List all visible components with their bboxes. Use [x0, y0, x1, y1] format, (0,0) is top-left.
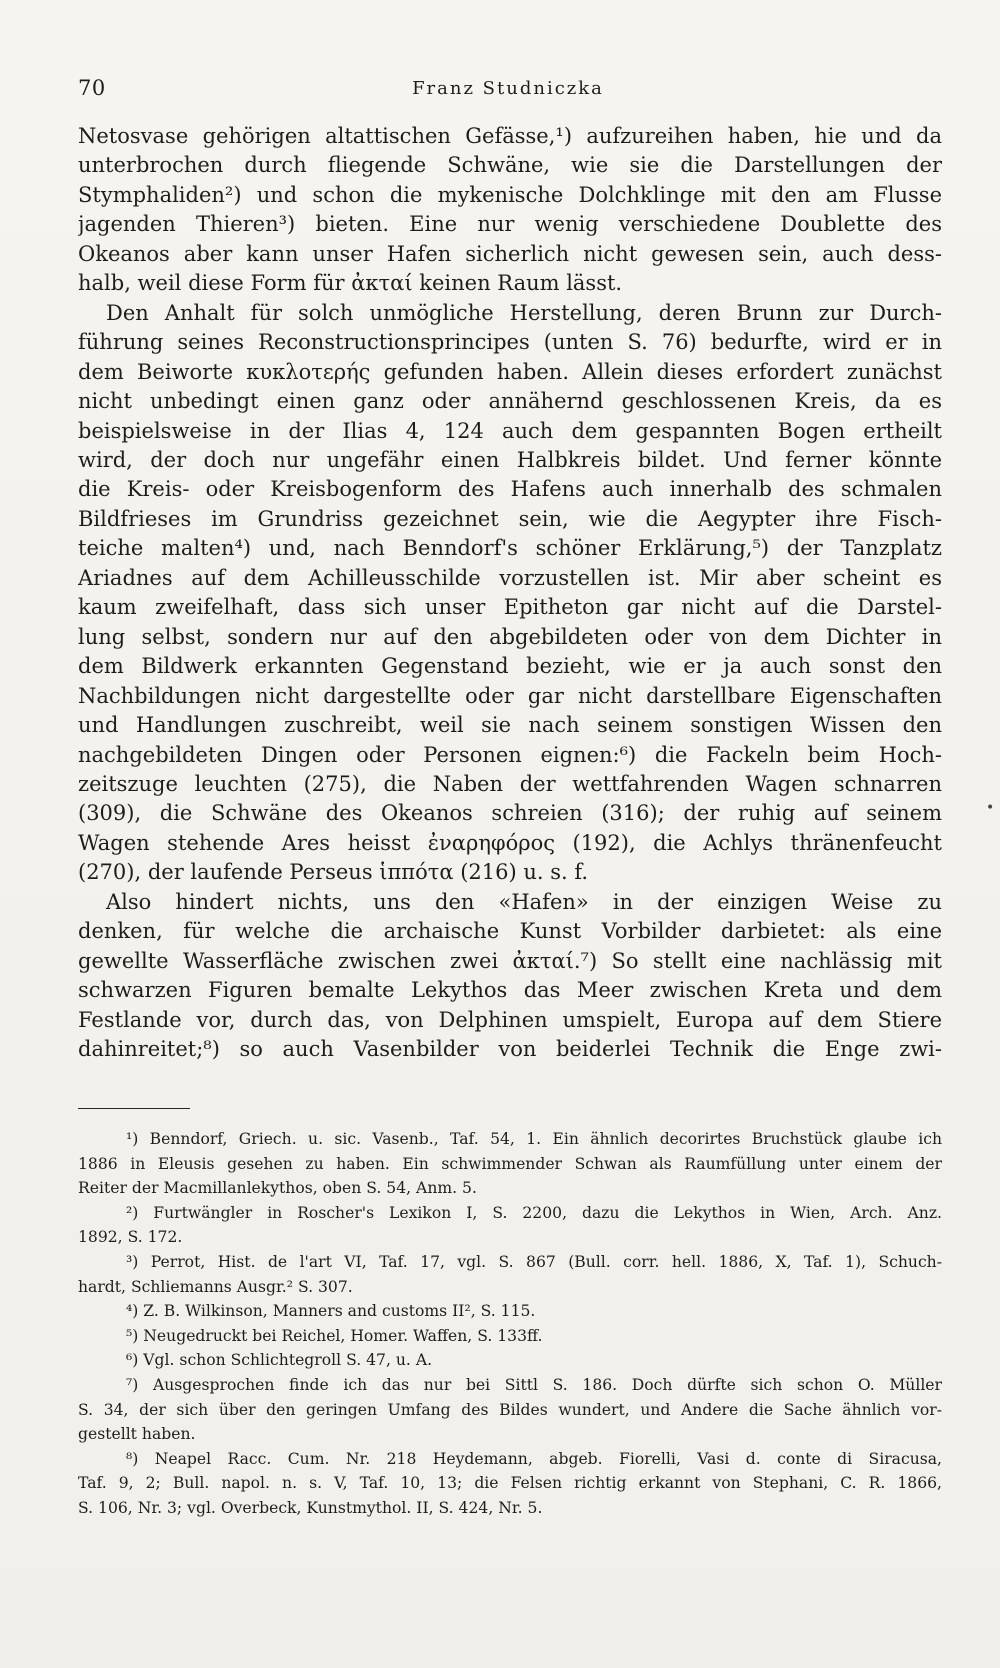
footnote-line: ⁷) Ausgesprochen finde ich das nur bei Sittl S. 186. Doch dürfte sich schon O. Müller	[126, 1375, 942, 1394]
margin-mark: •	[986, 800, 995, 816]
footnotes	[78, 1127, 942, 1521]
text-line: (270), der laufende Perseus ἱππότα (216) u. s. f.	[78, 860, 589, 885]
footnote-line: ⁵) Neugedruckt bei Reichel, Homer. Waffen, S. 133ff.	[126, 1326, 543, 1345]
text-line: halb, weil diese Form für ἀκταί keinen Raum lässt.	[78, 271, 623, 296]
text-line: denken, für welche die archaische Kunst Vorbilder darbietet: als eine	[78, 919, 942, 944]
text-line: Stymphaliden²) und schon die mykenische Dolchklinge mit den am Flusse	[78, 182, 942, 207]
text-line: dem Bildwerk erkannten Gegenstand bezieht, wie er ja auch sonst den	[78, 654, 942, 679]
text-line: (309), die Schwäne des Okeanos schreien (316); der ruhig auf seinem	[78, 801, 942, 826]
text-line: Netosvase gehörigen altattischen Gefässe,¹) aufzureihen haben, hie und da	[78, 124, 942, 148]
footnote-1	[78, 1127, 942, 1201]
text-line: dem Beiworte κυκλοτερής gefunden haben. Allein dieses erfordert zunächst	[78, 359, 942, 384]
text-line: teiche malten⁴) und, nach Benndorf's schöner Erklärung,⁵) der Tanzplatz	[78, 536, 942, 561]
text-line: Ariadnes auf dem Achilleusschilde vorzustellen ist. Mir aber scheint es	[78, 565, 942, 590]
text-line: schwarzen Figuren bemalte Lekythos das Meer zwischen Kreta und dem	[78, 978, 942, 1003]
text-line: Okeanos aber kann unser Hafen sicherlich nicht gewesen sein, auch dess-	[78, 241, 942, 266]
text-line: Nachbildungen nicht dargestellte oder gar nicht darstellbare Eigenschaften	[78, 683, 942, 708]
footnote-line: gestellt haben.	[78, 1425, 196, 1444]
page-number: 70	[78, 76, 106, 100]
footnote-line: S. 34, der sich über den geringen Umfang des Bildes wundert, und Andere die Sache ähnlich vor-	[78, 1400, 942, 1419]
footnote-6	[78, 1348, 942, 1373]
footnote-line: ⁶) Vgl. schon Schlichtegroll S. 47, u. A.	[126, 1351, 433, 1370]
text-line: zeitszuge leuchten (275), die Naben der wettfahrenden Wagen schnarren	[78, 771, 942, 796]
footnote-3	[78, 1250, 942, 1299]
body-text	[78, 122, 942, 1065]
text-line: Also hindert nichts, uns den «Hafen» in der einzigen Weise zu	[106, 889, 942, 914]
text-line: beispielsweise in der Ilias 4, 124 auch dem gespannten Bogen ertheilt	[78, 418, 942, 443]
text-line: führung seines Reconstructionsprincipes (unten S. 76) bedurfte, wird er in	[78, 330, 942, 355]
text-line: die Kreis- oder Kreisbogenform des Hafens auch innerhalb des schmalen	[78, 477, 942, 502]
footnote-line: Taf. 9, 2; Bull. napol. n. s. V, Taf. 10, 13; die Felsen richtig erkannt von Stephani, C. R. 1866,	[78, 1474, 942, 1493]
footnote-5	[78, 1324, 942, 1349]
footnote-2	[78, 1201, 942, 1250]
text-line: Festlande vor, durch das, von Delphinen umspielt, Europa auf dem Stiere	[78, 1007, 942, 1032]
text-line: unterbrochen durch fliegende Schwäne, wie sie die Darstellungen der	[78, 153, 942, 178]
footnote-line: ¹) Benndorf, Griech. u. sic. Vasenb., Taf. 54, 1. Ein ähnlich decorirtes Bruchstück glaube ich	[126, 1130, 942, 1148]
footnote-line: S. 106, Nr. 3; vgl. Overbeck, Kunstmythol. II, S. 424, Nr. 5.	[78, 1498, 543, 1517]
footnote-line: Reiter der Macmillanlekythos, oben S. 54, Anm. 5.	[78, 1179, 477, 1198]
footnote-line: 1886 in Eleusis gesehen zu haben. Ein schwimmender Schwan als Raumfüllung unter einem der	[78, 1154, 942, 1173]
text-line: kaum zweifelhaft, dass sich unser Epitheton gar nicht auf die Darstel-	[78, 595, 942, 620]
text-line: dahinreitet;⁸) so auch Vasenbilder von beiderlei Technik die Enge zwi-	[78, 1037, 942, 1062]
footnote-8	[78, 1447, 942, 1521]
text-line: Den Anhalt für solch unmögliche Herstellung, deren Brunn zur Durch-	[106, 300, 942, 325]
footnote-line: ²) Furtwängler in Roscher's Lexikon I, S. 2200, dazu die Lekythos in Wien, Arch. Anz.	[126, 1203, 942, 1222]
footnote-4	[78, 1299, 942, 1324]
text-line: Bildfrieses im Grundriss gezeichnet sein, wie die Aegypter ihre Fisch-	[78, 506, 942, 531]
footnote-line: ⁴) Z. B. Wilkinson, Manners and customs II², S. 115.	[126, 1302, 536, 1321]
page-header	[78, 76, 938, 106]
text-line: und Handlungen zuschreibt, weil sie nach seinem sonstigen Wissen den	[78, 713, 942, 738]
footnote-line: ³) Perrot, Hist. de l'art VI, Taf. 17, vgl. S. 867 (Bull. corr. hell. 1886, X, Taf. 1), Schuch-	[126, 1252, 942, 1271]
footnote-separator	[78, 1108, 190, 1109]
text-line: gewellte Wasserfläche zwischen zwei ἀκταί.⁷) So stellt eine nachlässig mit	[78, 948, 942, 973]
footnote-line: ⁸) Neapel Racc. Cum. Nr. 218 Heydemann, abgeb. Fiorelli, Vasi d. conte di Siracusa,	[126, 1449, 942, 1468]
text-line: nachgebildeten Dingen oder Personen eignen:⁶) die Fackeln beim Hoch-	[78, 742, 942, 767]
running-head: Franz Studniczka	[412, 78, 604, 99]
footnote-7	[78, 1373, 942, 1447]
text-line: jagenden Thieren³) bieten. Eine nur wenig verschiedene Doublette des	[78, 212, 942, 237]
text-line: Wagen stehende Ares heisst ἐναρηφόρος (192), die Achlys thränenfeucht	[78, 830, 942, 855]
footnote-line: 1892, S. 172.	[78, 1228, 183, 1247]
text-line: wird, der doch nur ungefähr einen Halbkreis bildet. Und ferner könnte	[78, 447, 942, 472]
text-line: lung selbst, sondern nur auf den abgebildeten oder von dem Dichter in	[78, 624, 942, 649]
text-line: nicht unbedingt einen ganz oder annähernd geschlossenen Kreis, da es	[78, 389, 942, 414]
footnote-line: hardt, Schliemanns Ausgr.² S. 307.	[78, 1277, 353, 1296]
